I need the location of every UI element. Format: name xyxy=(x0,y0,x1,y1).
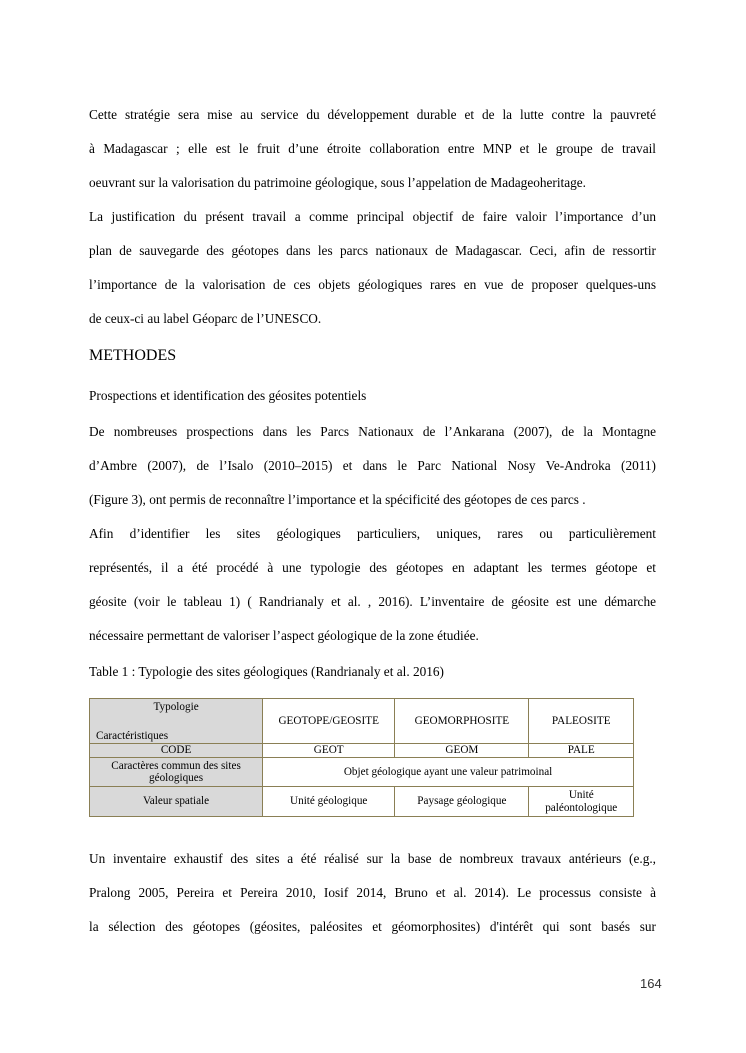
text-line: De nombreuses prospections dans les Parcs Nationaux de l’Ankarana (2007), de la Montagne xyxy=(89,424,656,439)
corner-top-label: Typologie xyxy=(153,701,199,713)
text-line: représentés, il a été procédé à une typologie des géotopes en adaptant les termes géotope et xyxy=(89,560,656,575)
table-cell: Unité paléontologique xyxy=(529,787,634,817)
row-label: CODE xyxy=(90,744,263,758)
table-cell: Objet géologique ayant une valeur patrimoinal xyxy=(263,758,634,787)
table-cell: GEOT xyxy=(263,744,395,758)
text-line: Pralong 2005, Pereira et Pereira 2010, Iosif 2014, Bruno et al. 2014). Le processus consiste à xyxy=(89,885,656,900)
row-label: Valeur spatiale xyxy=(90,787,263,817)
row-label: Caractères commun des sites géologiques xyxy=(90,758,263,787)
table-caption: Table 1 : Typologie des sites géologiques (Randrianaly et al. 2016) xyxy=(89,664,444,679)
text-line: géosite (voir le tableau 1) ( Randrianaly et al. , 2016). L’inventaire de géosite est une démarche xyxy=(89,594,656,609)
table-header-row xyxy=(90,699,634,744)
corner-bottom-label: Caractéristiques xyxy=(96,729,169,742)
text-line: de ceux-ci au label Géoparc de l’UNESCO. xyxy=(89,311,322,326)
column-header: PALEOSITE xyxy=(529,699,634,744)
table-row xyxy=(90,758,634,787)
text-line: Un inventaire exhaustif des sites a été réalisé sur la base de nombreux travaux antérieurs (e.g., xyxy=(89,851,656,866)
methods-paragraph xyxy=(89,415,656,653)
column-header: GEOMORPHOSITE xyxy=(395,699,529,744)
table-row xyxy=(90,744,634,758)
text-line: la sélection des géotopes (géosites, paléosites et géomorphosites) d'intérêt qui sont basés sur xyxy=(89,919,656,934)
table-cell: Paysage géologique xyxy=(395,787,529,817)
page-number: 164 xyxy=(640,976,662,991)
text-line: Cette stratégie sera mise au service du développement durable et de la lutte contre la pauvreté xyxy=(89,107,656,122)
table-row xyxy=(90,787,634,817)
subsection-heading: Prospections et identification des géosites potentiels xyxy=(89,388,367,403)
text-line: à Madagascar ; elle est le fruit d’une étroite collaboration entre MNP et le groupe de travail xyxy=(89,141,656,156)
closing-paragraph xyxy=(89,842,656,944)
table-cell: Unité géologique xyxy=(263,787,395,817)
typology-table xyxy=(89,698,634,817)
text-line: d’Ambre (2007), de l’Isalo (2010–2015) et dans le Parc National Nosy Ve-Androka (2011) xyxy=(89,458,656,473)
text-line: (Figure 3), ont permis de reconnaître l’importance et la spécificité des géotopes de ces parcs . xyxy=(89,492,586,507)
text-line: oeuvrant sur la valorisation du patrimoine géologique, sous l’appelation de Madageoheritage. xyxy=(89,175,587,190)
intro-paragraph xyxy=(89,98,656,336)
text-line: l’importance de la valorisation de ces objets géologiques rares en vue de proposer quelques-uns xyxy=(89,277,656,292)
text-line: nécessaire permettant de valoriser l’aspect géologique de la zone étudiée. xyxy=(89,628,479,643)
text-line: plan de sauvegarde des géotopes dans les parcs nationaux de Madagascar. Ceci, afin de ressortir xyxy=(89,243,656,258)
table-cell: PALE xyxy=(529,744,634,758)
column-header: GEOTOPE/GEOSITE xyxy=(263,699,395,744)
table-corner-cell xyxy=(90,699,263,744)
section-heading: METHODES xyxy=(89,347,177,364)
text-line: Afin d’identifier les sites géologiques particuliers, uniques, rares ou particulièrement xyxy=(89,526,656,541)
table-cell: GEOM xyxy=(395,744,529,758)
text-line: La justification du présent travail a comme principal objectif de faire valoir l’importance d’un xyxy=(89,209,656,224)
